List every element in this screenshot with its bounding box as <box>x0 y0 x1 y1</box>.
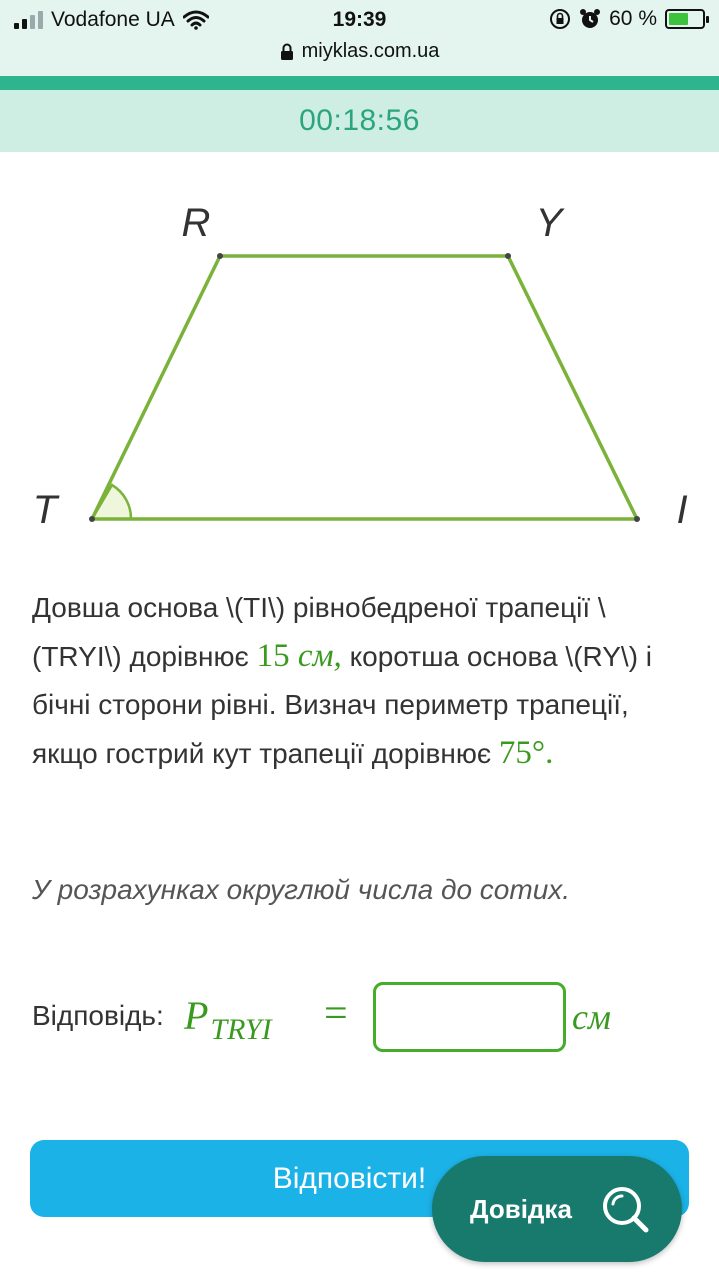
variable-p: P <box>184 993 209 1038</box>
battery-icon <box>665 9 705 29</box>
answer-label: Відповідь: <box>32 1000 164 1031</box>
label-r: R <box>181 201 211 245</box>
answer-row <box>32 980 692 1054</box>
carrier-name: Vodafone UA <box>51 8 175 31</box>
trapezoid-figure <box>0 160 719 560</box>
equals-sign: = <box>324 991 348 1037</box>
label-i: I <box>676 488 688 532</box>
task-text <box>32 584 692 778</box>
label-t: T <box>32 488 58 532</box>
rounding-hint: У розрахунках округлюй числа до сотих. <box>32 874 571 905</box>
help-button[interactable] <box>432 1156 682 1262</box>
status-right <box>549 7 705 31</box>
vertex-i <box>634 516 640 522</box>
label-y: Y <box>535 201 563 245</box>
side-tr <box>92 256 220 519</box>
clock: 19:39 <box>332 8 387 31</box>
url-bar[interactable] <box>0 40 719 76</box>
angle-marker-t <box>92 485 131 519</box>
url-content <box>280 40 440 63</box>
side-yi <box>508 256 637 519</box>
task-value1 <box>257 638 342 674</box>
url-domain: miyklas.com.ua <box>301 40 440 62</box>
help-button-label: Довідка <box>470 1194 572 1224</box>
status-bar <box>0 0 719 40</box>
answer-unit: см <box>572 997 611 1037</box>
rotation-lock-icon <box>549 8 571 30</box>
vertex-t <box>89 516 95 522</box>
battery-percent: 60 % <box>609 7 657 30</box>
accent-line <box>0 76 719 90</box>
unit-cm: см, <box>297 638 342 674</box>
perimeter-variable <box>184 992 272 1047</box>
alarm-icon <box>579 8 601 30</box>
timer-value: 00:18:56 <box>299 104 420 137</box>
vertex-y <box>505 253 511 259</box>
task-value2: 75°. <box>498 735 554 771</box>
answer-input[interactable] <box>373 982 566 1052</box>
submit-button-label: Відповісти! <box>272 1162 427 1195</box>
lock-icon <box>280 43 294 61</box>
variable-subscript: TRYI <box>210 1013 272 1046</box>
battery-fill <box>669 13 688 25</box>
task-part1: Довша основа \(TI\) рівнобедреної трапеції \(TRYI\) дорівнює <box>32 592 606 672</box>
task-part2: коротша основа \(RY\) і бічні сторони рівні. Визнач периметр трапеції, якщо гострий кут трапеції дорівнює <box>32 641 653 769</box>
timer-bar <box>0 90 719 152</box>
vertex-r <box>217 253 223 259</box>
value-15: 15 <box>256 638 290 674</box>
search-icon <box>600 1184 652 1236</box>
